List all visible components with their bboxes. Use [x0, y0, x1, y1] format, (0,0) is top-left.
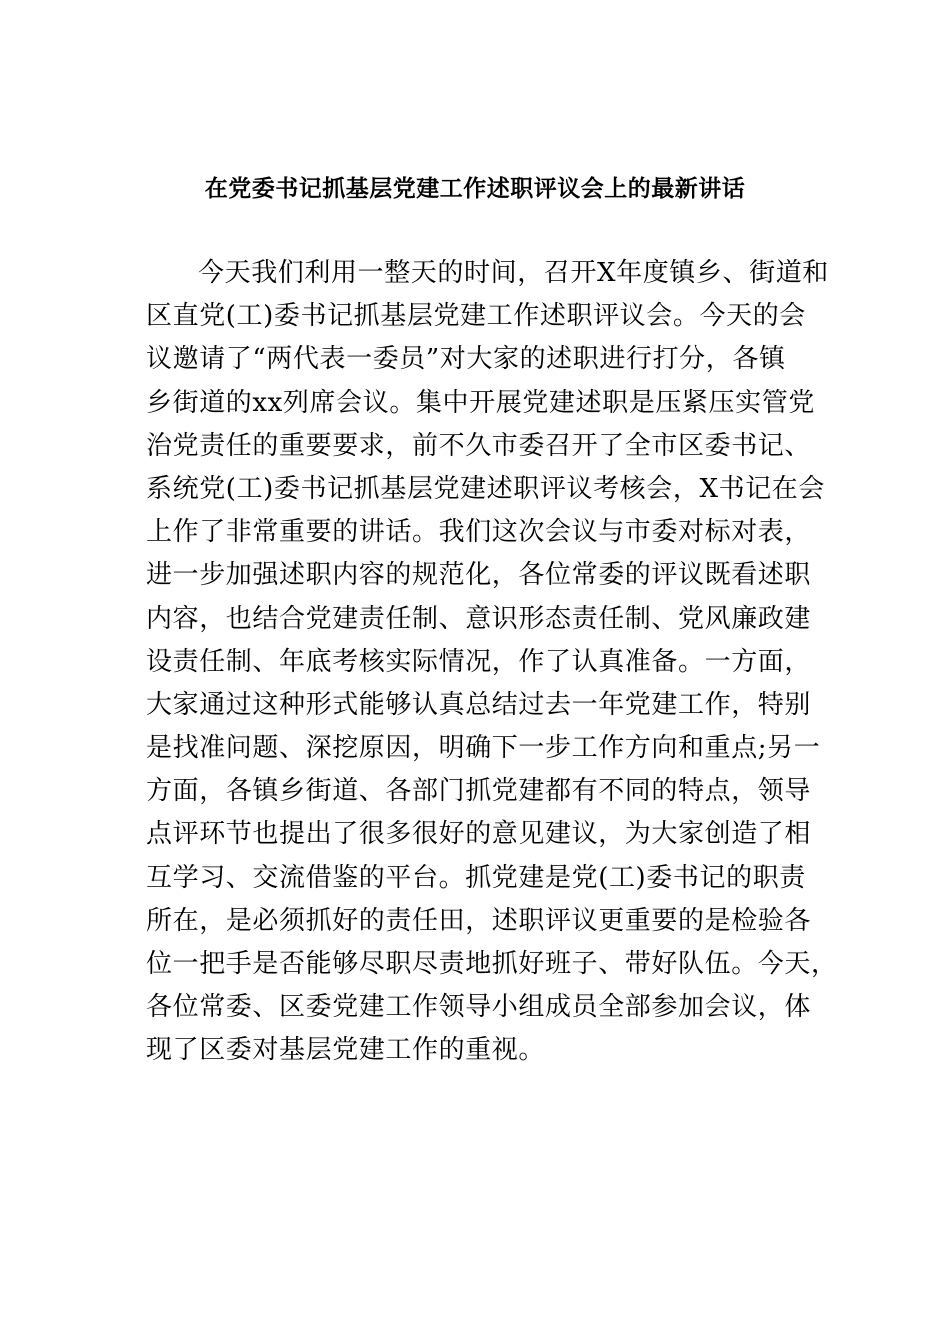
document-title: 在党委书记抓基层党建工作述职评议会上的最新讲话 — [204, 175, 746, 202]
paragraph-line: 大家通过这种形式能够认真总结过去一年党建工作，特别 — [146, 689, 812, 720]
paragraph-line: 进一步加强述职内容的规范化，各位常委的评议既看述职 — [146, 560, 812, 591]
paragraph-line: 设责任制、年底考核实际情况，作了认真准备。一方面， — [146, 646, 812, 677]
paragraph-line: 所在，是必须抓好的责任田，述职评议更重要的是检验各 — [146, 905, 812, 936]
paragraph-line: 是找准问题、深挖原因，明确下一步工作方向和重点;另一 — [146, 733, 821, 764]
body-paragraph — [146, 252, 846, 1073]
paragraph-line: 方面，各镇乡街道、各部门抓党建都有不同的特点，领导 — [146, 776, 812, 807]
paragraph-line: 乡街道的xx列席会议。集中开展党建述职是压紧压实管党 — [146, 387, 815, 418]
paragraph-line: 内容，也结合党建责任制、意识形态责任制、党风廉政建 — [146, 603, 812, 634]
paragraph-line: 今天我们利用一整天的时间，召开X年度镇乡、街道和 — [198, 258, 829, 288]
paragraph-line: 区直党(工)委书记抓基层党建工作述职评议会。今天的会 — [146, 301, 806, 332]
paragraph-line: 议邀请了“两代表一委员”对大家的述职进行打分，各镇 — [146, 344, 786, 375]
paragraph-line: 各位常委、区委党建工作领导小组成员全部参加会议，体 — [146, 992, 812, 1023]
paragraph-line: 治党责任的重要要求，前不久市委召开了全市区委书记、 — [146, 430, 812, 461]
paragraph-line: 位一把手是否能够尽职尽责地抓好班子、带好队伍。今天， — [146, 949, 838, 979]
paragraph-line: 现了区委对基层党建工作的重视。 — [146, 1035, 546, 1066]
paragraph-line: 系统党(工)委书记抓基层党建述职评议考核会，X书记在会 — [146, 473, 825, 504]
paragraph-line: 互学习、交流借鉴的平台。抓党建是党(工)委书记的职责 — [146, 862, 806, 893]
paragraph-line: 上作了非常重要的讲话。我们这次会议与市委对标对表， — [146, 517, 812, 548]
paragraph-line: 点评环节也提出了很多很好的意见建议，为大家创造了相 — [146, 819, 812, 850]
